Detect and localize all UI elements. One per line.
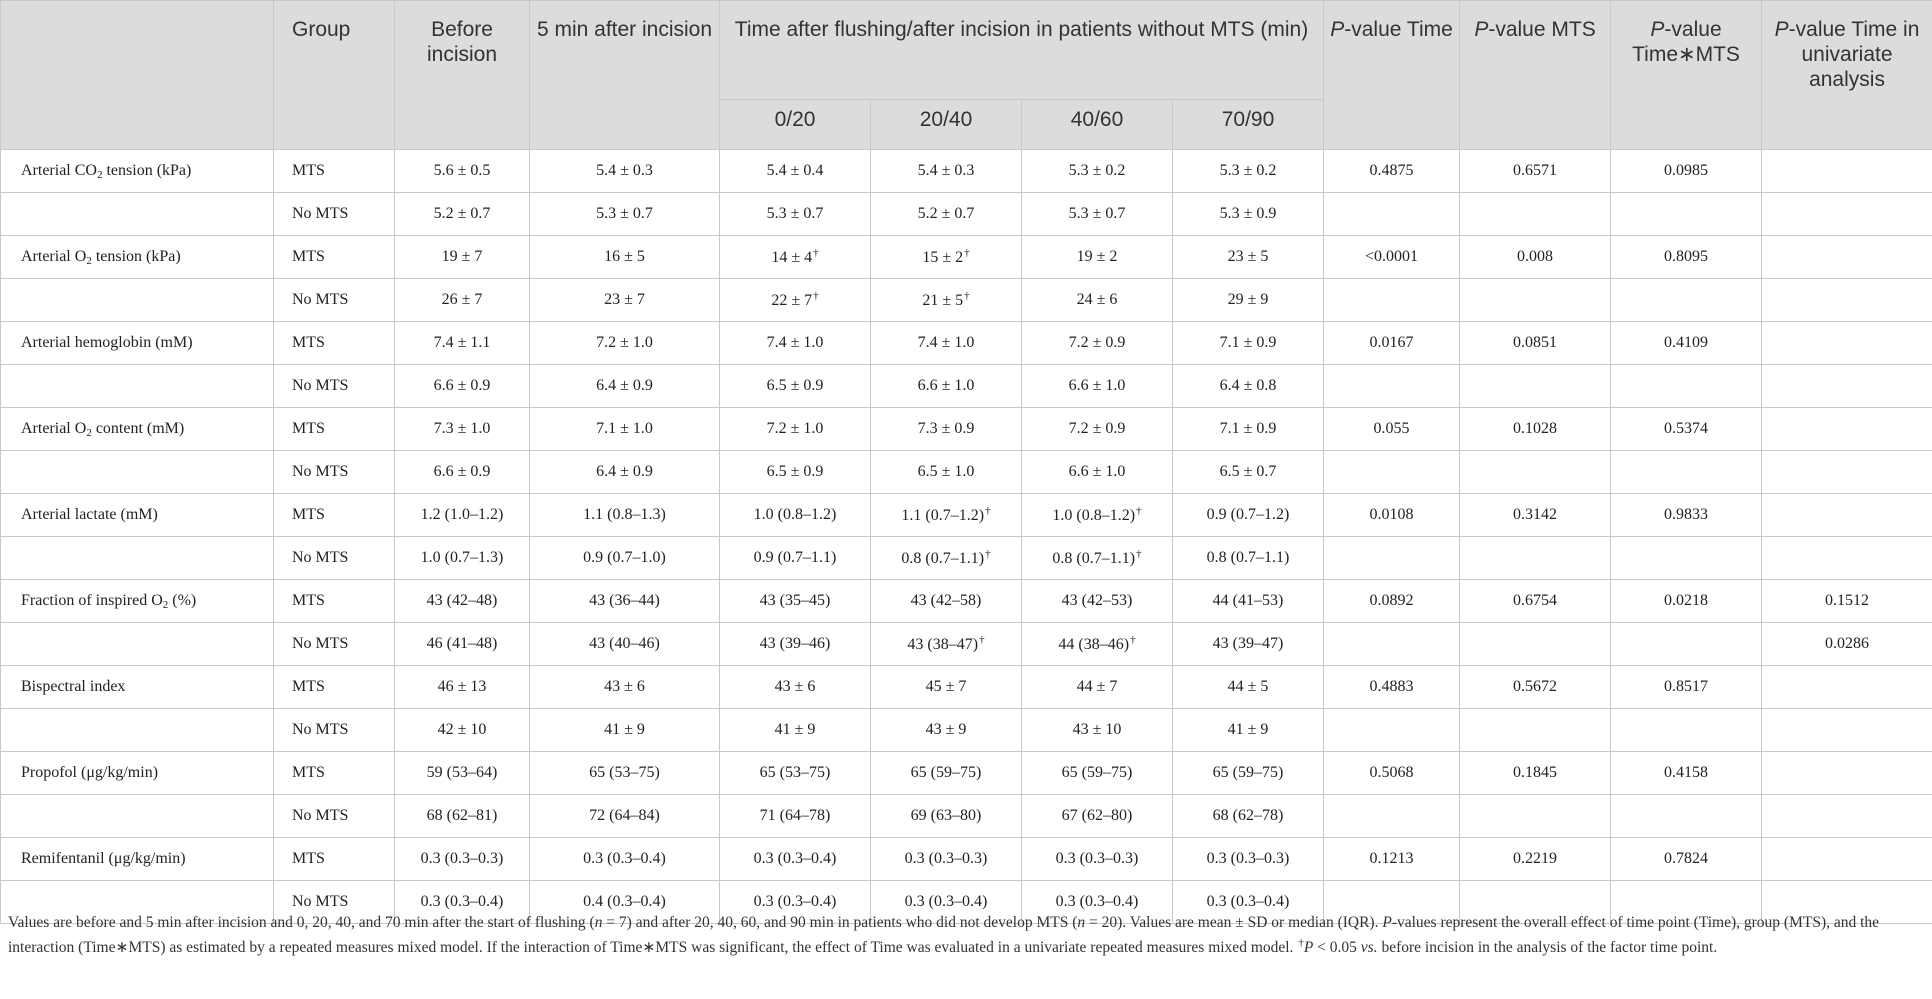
table-row xyxy=(1,838,1932,881)
cell-group: No MTS xyxy=(274,279,395,322)
cell-before: 5.2 ± 0.7 xyxy=(395,193,530,236)
cell-before: 46 (41–48) xyxy=(395,623,530,666)
header-pvalue-univariate-label: -value Time in univariate analysis xyxy=(1788,18,1920,91)
cell-variable: Remifentanil (μg/kg/min) xyxy=(1,838,274,881)
cell-t3: 7.2 ± 0.9 xyxy=(1022,322,1173,365)
cell-p-mts xyxy=(1460,709,1611,752)
cell-p-univariate xyxy=(1762,365,1932,408)
cell-t3: 67 (62–80) xyxy=(1022,795,1173,838)
cell-p-interaction xyxy=(1611,623,1762,666)
cell-p-interaction: 0.8095 xyxy=(1611,236,1762,279)
cell-p-univariate xyxy=(1762,537,1932,580)
p-italic: P xyxy=(1650,18,1665,41)
cell-p-mts: 0.1028 xyxy=(1460,408,1611,451)
cell-p-time: 0.055 xyxy=(1324,408,1460,451)
cell-p-time xyxy=(1324,623,1460,666)
cell-p-univariate xyxy=(1762,752,1932,795)
cell-t1: 65 (53–75) xyxy=(720,752,871,795)
cell-p-mts: 0.5672 xyxy=(1460,666,1611,709)
table-footnote: Values are before and 5 min after incision and 0, 20, 40, and 70 min after the start of flushing (n = 7) and after 20, 40, 60, and 90 min in patients who did not develop MTS (n = 20). Values are mean ± SD or median (IQR). P-values represent the overall effect of time point (Time), group (MTS), and the interaction (Time∗MTS) as estimated by a repeated measures mixed model. If the interaction of Time∗MTS was significant, the effect of Time was evaluated in a univariate repeated measures mixed model. †P < 0.05 vs. before incision in the analysis of the factor time point. xyxy=(8,914,1880,956)
cell-t3: 7.2 ± 0.9 xyxy=(1022,408,1173,451)
table-row xyxy=(1,752,1932,795)
cell-t4: 29 ± 9 xyxy=(1173,279,1324,322)
cell-five-min: 72 (64–84) xyxy=(530,795,720,838)
cell-p-interaction xyxy=(1611,365,1762,408)
cell-five-min: 0.4 (0.3–0.4) xyxy=(530,881,720,924)
cell-t3: 6.6 ± 1.0 xyxy=(1022,365,1173,408)
cell-p-mts xyxy=(1460,623,1611,666)
cell-t1: 5.3 ± 0.7 xyxy=(720,193,871,236)
cell-five-min: 5.3 ± 0.7 xyxy=(530,193,720,236)
cell-t4: 44 ± 5 xyxy=(1173,666,1324,709)
cell-t3: 43 ± 10 xyxy=(1022,709,1173,752)
cell-p-interaction xyxy=(1611,193,1762,236)
cell-t4: 0.8 (0.7–1.1) xyxy=(1173,537,1324,580)
cell-variable: Fraction of inspired $O_2$ (%) xyxy=(1,580,274,623)
table-row xyxy=(1,408,1932,451)
table-body xyxy=(1,150,1932,924)
cell-t4: 23 ± 5 xyxy=(1173,236,1324,279)
header-pvalue-time xyxy=(1324,1,1460,150)
cell-t1: 22 ± 7† xyxy=(720,279,871,322)
table-row xyxy=(1,666,1932,709)
cell-t2: 69 (63–80) xyxy=(871,795,1022,838)
cell-five-min: 0.9 (0.7–1.0) xyxy=(530,537,720,580)
cell-t2: 6.6 ± 1.0 xyxy=(871,365,1022,408)
cell-t4: 68 (62–78) xyxy=(1173,795,1324,838)
table-row xyxy=(1,580,1932,623)
cell-before: 7.3 ± 1.0 xyxy=(395,408,530,451)
cell-p-time: 0.4875 xyxy=(1324,150,1460,193)
cell-group: No MTS xyxy=(274,365,395,408)
cell-t3: 43 (42–53) xyxy=(1022,580,1173,623)
cell-p-interaction: 0.5374 xyxy=(1611,408,1762,451)
cell-t1: 7.4 ± 1.0 xyxy=(720,322,871,365)
cell-p-univariate xyxy=(1762,150,1932,193)
cell-t1: 0.3 (0.3–0.4) xyxy=(720,838,871,881)
cell-t3: 19 ± 2 xyxy=(1022,236,1173,279)
cell-p-time xyxy=(1324,365,1460,408)
table-row xyxy=(1,322,1932,365)
cell-before: 1.0 (0.7–1.3) xyxy=(395,537,530,580)
cell-five-min: 6.4 ± 0.9 xyxy=(530,365,720,408)
cell-t1: 7.2 ± 1.0 xyxy=(720,408,871,451)
cell-t2: 45 ± 7 xyxy=(871,666,1022,709)
cell-five-min: 0.3 (0.3–0.4) xyxy=(530,838,720,881)
cell-five-min: 41 ± 9 xyxy=(530,709,720,752)
cell-group: MTS xyxy=(274,322,395,365)
cell-t2: 6.5 ± 1.0 xyxy=(871,451,1022,494)
cell-group: MTS xyxy=(274,408,395,451)
cell-t4: 5.3 ± 0.2 xyxy=(1173,150,1324,193)
cell-p-univariate xyxy=(1762,322,1932,365)
cell-t4: 6.5 ± 0.7 xyxy=(1173,451,1324,494)
cell-t4: 7.1 ± 0.9 xyxy=(1173,322,1324,365)
cell-t3: 0.8 (0.7–1.1)† xyxy=(1022,537,1173,580)
cell-before: 68 (62–81) xyxy=(395,795,530,838)
cell-t2: 65 (59–75) xyxy=(871,752,1022,795)
cell-p-mts xyxy=(1460,193,1611,236)
cell-t2: 1.1 (0.7–1.2)† xyxy=(871,494,1022,537)
header-time-20-40: 20/40 xyxy=(871,100,1022,150)
cell-variable xyxy=(1,623,274,666)
cell-before: 7.4 ± 1.1 xyxy=(395,322,530,365)
cell-t4: 41 ± 9 xyxy=(1173,709,1324,752)
cell-variable xyxy=(1,279,274,322)
table-row xyxy=(1,365,1932,408)
table-row xyxy=(1,494,1932,537)
cell-five-min: 5.4 ± 0.3 xyxy=(530,150,720,193)
cell-group: MTS xyxy=(274,580,395,623)
cell-p-mts: 0.1845 xyxy=(1460,752,1611,795)
cell-t2: 5.2 ± 0.7 xyxy=(871,193,1022,236)
cell-p-mts: 0.6571 xyxy=(1460,150,1611,193)
cell-t2: 0.8 (0.7–1.1)† xyxy=(871,537,1022,580)
cell-p-univariate xyxy=(1762,709,1932,752)
header-pvalue-interaction-label: -value Time∗MTS xyxy=(1632,18,1740,66)
p-italic: P xyxy=(1474,18,1489,41)
cell-t3: 0.3 (0.3–0.4) xyxy=(1022,881,1173,924)
cell-t2: 15 ± 2† xyxy=(871,236,1022,279)
cell-t1: 43 (39–46) xyxy=(720,623,871,666)
cell-five-min: 23 ± 7 xyxy=(530,279,720,322)
cell-p-univariate xyxy=(1762,193,1932,236)
header-time-70-90: 70/90 xyxy=(1173,100,1324,150)
p-italic: P xyxy=(1774,18,1789,41)
header-pvalue-mts xyxy=(1460,1,1611,150)
cell-t2: 7.3 ± 0.9 xyxy=(871,408,1022,451)
table-row xyxy=(1,236,1932,279)
cell-p-time: 0.0108 xyxy=(1324,494,1460,537)
cell-before: 0.3 (0.3–0.3) xyxy=(395,838,530,881)
cell-group: MTS xyxy=(274,494,395,537)
cell-t1: 43 ± 6 xyxy=(720,666,871,709)
cell-variable xyxy=(1,709,274,752)
cell-variable xyxy=(1,451,274,494)
cell-p-time xyxy=(1324,537,1460,580)
cell-p-time: 0.4883 xyxy=(1324,666,1460,709)
header-group: Group xyxy=(274,1,395,150)
cell-five-min: 6.4 ± 0.9 xyxy=(530,451,720,494)
cell-t2: 0.3 (0.3–0.3) xyxy=(871,838,1022,881)
cell-before: 5.6 ± 0.5 xyxy=(395,150,530,193)
cell-p-mts xyxy=(1460,795,1611,838)
cell-p-univariate xyxy=(1762,838,1932,881)
cell-group: MTS xyxy=(274,236,395,279)
header-pvalue-mts-label: -value MTS xyxy=(1488,18,1596,41)
cell-t1: 0.9 (0.7–1.1) xyxy=(720,537,871,580)
table-row xyxy=(1,709,1932,752)
cell-t2: 43 (38–47)† xyxy=(871,623,1022,666)
cell-variable xyxy=(1,193,274,236)
cell-before: 59 (53–64) xyxy=(395,752,530,795)
cell-variable: Arterial hemoglobin (mM) xyxy=(1,322,274,365)
table-row xyxy=(1,193,1932,236)
cell-t1: 71 (64–78) xyxy=(720,795,871,838)
cell-group: No MTS xyxy=(274,623,395,666)
cell-p-mts: 0.2219 xyxy=(1460,838,1611,881)
cell-t4: 0.3 (0.3–0.3) xyxy=(1173,838,1324,881)
cell-p-time: 0.0167 xyxy=(1324,322,1460,365)
cell-p-interaction xyxy=(1611,709,1762,752)
cell-t3: 5.3 ± 0.7 xyxy=(1022,193,1173,236)
cell-p-mts: 0.6754 xyxy=(1460,580,1611,623)
cell-variable xyxy=(1,537,274,580)
header-time-after-flushing: Time after flushing/after incision in patients without MTS (min) xyxy=(720,1,1324,100)
cell-p-time: 0.1213 xyxy=(1324,838,1460,881)
table-row xyxy=(1,150,1932,193)
cell-p-interaction xyxy=(1611,279,1762,322)
cell-t4: 7.1 ± 0.9 xyxy=(1173,408,1324,451)
cell-t1: 41 ± 9 xyxy=(720,709,871,752)
header-pvalue-univariate xyxy=(1762,1,1932,150)
cell-t2: 5.4 ± 0.3 xyxy=(871,150,1022,193)
cell-p-time xyxy=(1324,709,1460,752)
cell-p-univariate xyxy=(1762,279,1932,322)
cell-p-univariate: 0.0286 xyxy=(1762,623,1932,666)
table-row xyxy=(1,279,1932,322)
cell-t2: 0.3 (0.3–0.4) xyxy=(871,881,1022,924)
cell-variable: Bispectral index xyxy=(1,666,274,709)
cell-group: No MTS xyxy=(274,537,395,580)
cell-five-min: 43 ± 6 xyxy=(530,666,720,709)
cell-p-time xyxy=(1324,193,1460,236)
cell-p-interaction xyxy=(1611,795,1762,838)
cell-group: MTS xyxy=(274,752,395,795)
header-5min-after-incision: 5 min after incision xyxy=(530,1,720,150)
cell-group: MTS xyxy=(274,666,395,709)
cell-t3: 0.3 (0.3–0.3) xyxy=(1022,838,1173,881)
cell-p-mts xyxy=(1460,451,1611,494)
cell-t3: 44 (38–46)† xyxy=(1022,623,1173,666)
cell-p-time xyxy=(1324,795,1460,838)
cell-p-univariate xyxy=(1762,408,1932,451)
cell-p-time xyxy=(1324,451,1460,494)
cell-before: 46 ± 13 xyxy=(395,666,530,709)
cell-five-min: 16 ± 5 xyxy=(530,236,720,279)
cell-p-univariate xyxy=(1762,236,1932,279)
cell-p-univariate xyxy=(1762,666,1932,709)
cell-p-interaction: 0.7824 xyxy=(1611,838,1762,881)
table-row xyxy=(1,623,1932,666)
header-before-incision: Before incision xyxy=(395,1,530,150)
cell-p-time: <0.0001 xyxy=(1324,236,1460,279)
cell-t3: 44 ± 7 xyxy=(1022,666,1173,709)
table-row xyxy=(1,537,1932,580)
cell-p-time xyxy=(1324,279,1460,322)
cell-variable xyxy=(1,365,274,408)
header-variable xyxy=(1,1,274,150)
cell-t4: 43 (39–47) xyxy=(1173,623,1324,666)
cell-group: No MTS xyxy=(274,709,395,752)
cell-before: 42 ± 10 xyxy=(395,709,530,752)
cell-t4: 65 (59–75) xyxy=(1173,752,1324,795)
cell-t1: 1.0 (0.8–1.2) xyxy=(720,494,871,537)
cell-p-mts: 0.008 xyxy=(1460,236,1611,279)
cell-p-univariate: 0.1512 xyxy=(1762,580,1932,623)
cell-p-interaction: 0.4158 xyxy=(1611,752,1762,795)
cell-t1: 5.4 ± 0.4 xyxy=(720,150,871,193)
cell-variable xyxy=(1,795,274,838)
cell-before: 26 ± 7 xyxy=(395,279,530,322)
cell-group: No MTS xyxy=(274,451,395,494)
cell-p-interaction xyxy=(1611,537,1762,580)
cell-t2: 43 ± 9 xyxy=(871,709,1022,752)
cell-t1: 14 ± 4† xyxy=(720,236,871,279)
cell-t3: 6.6 ± 1.0 xyxy=(1022,451,1173,494)
cell-p-mts xyxy=(1460,365,1611,408)
cell-before: 19 ± 7 xyxy=(395,236,530,279)
cell-t4: 0.3 (0.3–0.4) xyxy=(1173,881,1324,924)
cell-before: 43 (42–48) xyxy=(395,580,530,623)
cell-p-mts xyxy=(1460,279,1611,322)
cell-group: MTS xyxy=(274,150,395,193)
cell-five-min: 65 (53–75) xyxy=(530,752,720,795)
cell-five-min: 7.2 ± 1.0 xyxy=(530,322,720,365)
cell-p-univariate xyxy=(1762,795,1932,838)
cell-five-min: 7.1 ± 1.0 xyxy=(530,408,720,451)
cell-t4: 44 (41–53) xyxy=(1173,580,1324,623)
cell-p-interaction: 0.4109 xyxy=(1611,322,1762,365)
cell-p-interaction: 0.9833 xyxy=(1611,494,1762,537)
cell-group: No MTS xyxy=(274,795,395,838)
cell-t3: 1.0 (0.8–1.2)† xyxy=(1022,494,1173,537)
cell-variable: Arterial lactate (mM) xyxy=(1,494,274,537)
cell-p-interaction: 0.0985 xyxy=(1611,150,1762,193)
header-time-40-60: 40/60 xyxy=(1022,100,1173,150)
header-pvalue-time-label: -value Time xyxy=(1344,18,1453,41)
cell-t2: 43 (42–58) xyxy=(871,580,1022,623)
cell-p-time: 0.0892 xyxy=(1324,580,1460,623)
cell-five-min: 43 (40–46) xyxy=(530,623,720,666)
cell-variable: Arterial $CO_2$ tension (kPa) xyxy=(1,150,274,193)
cell-before: 6.6 ± 0.9 xyxy=(395,365,530,408)
cell-group: No MTS xyxy=(274,881,395,924)
cell-variable: Arterial $O_2$ content (mM) xyxy=(1,408,274,451)
cell-before: 6.6 ± 0.9 xyxy=(395,451,530,494)
cell-p-univariate xyxy=(1762,451,1932,494)
cell-p-time: 0.5068 xyxy=(1324,752,1460,795)
cell-p-mts: 0.3142 xyxy=(1460,494,1611,537)
header-time-0-20: 0/20 xyxy=(720,100,871,150)
cell-five-min: 43 (36–44) xyxy=(530,580,720,623)
p-italic: P xyxy=(1330,18,1345,41)
cell-variable: Arterial $O_2$ tension (kPa) xyxy=(1,236,274,279)
cell-before: 1.2 (1.0–1.2) xyxy=(395,494,530,537)
cell-group: No MTS xyxy=(274,193,395,236)
cell-p-mts xyxy=(1460,537,1611,580)
table-row xyxy=(1,451,1932,494)
cell-variable: Propofol (μg/kg/min) xyxy=(1,752,274,795)
table-row xyxy=(1,795,1932,838)
cell-t4: 6.4 ± 0.8 xyxy=(1173,365,1324,408)
cell-t2: 21 ± 5† xyxy=(871,279,1022,322)
cell-t3: 5.3 ± 0.2 xyxy=(1022,150,1173,193)
cell-t4: 5.3 ± 0.9 xyxy=(1173,193,1324,236)
header-pvalue-interaction xyxy=(1611,1,1762,150)
cell-t1: 43 (35–45) xyxy=(720,580,871,623)
cell-t1: 6.5 ± 0.9 xyxy=(720,451,871,494)
cell-t4: 0.9 (0.7–1.2) xyxy=(1173,494,1324,537)
cell-t3: 24 ± 6 xyxy=(1022,279,1173,322)
cell-p-mts: 0.0851 xyxy=(1460,322,1611,365)
cell-t3: 65 (59–75) xyxy=(1022,752,1173,795)
cell-t1: 6.5 ± 0.9 xyxy=(720,365,871,408)
cell-t2: 7.4 ± 1.0 xyxy=(871,322,1022,365)
cell-group: MTS xyxy=(274,838,395,881)
cell-p-univariate xyxy=(1762,494,1932,537)
cell-five-min: 1.1 (0.8–1.3) xyxy=(530,494,720,537)
cell-before: 0.3 (0.3–0.4) xyxy=(395,881,530,924)
cell-p-interaction: 0.8517 xyxy=(1611,666,1762,709)
cell-p-interaction xyxy=(1611,451,1762,494)
table-header xyxy=(1,1,1932,150)
cell-p-interaction: 0.0218 xyxy=(1611,580,1762,623)
cell-t1: 0.3 (0.3–0.4) xyxy=(720,881,871,924)
